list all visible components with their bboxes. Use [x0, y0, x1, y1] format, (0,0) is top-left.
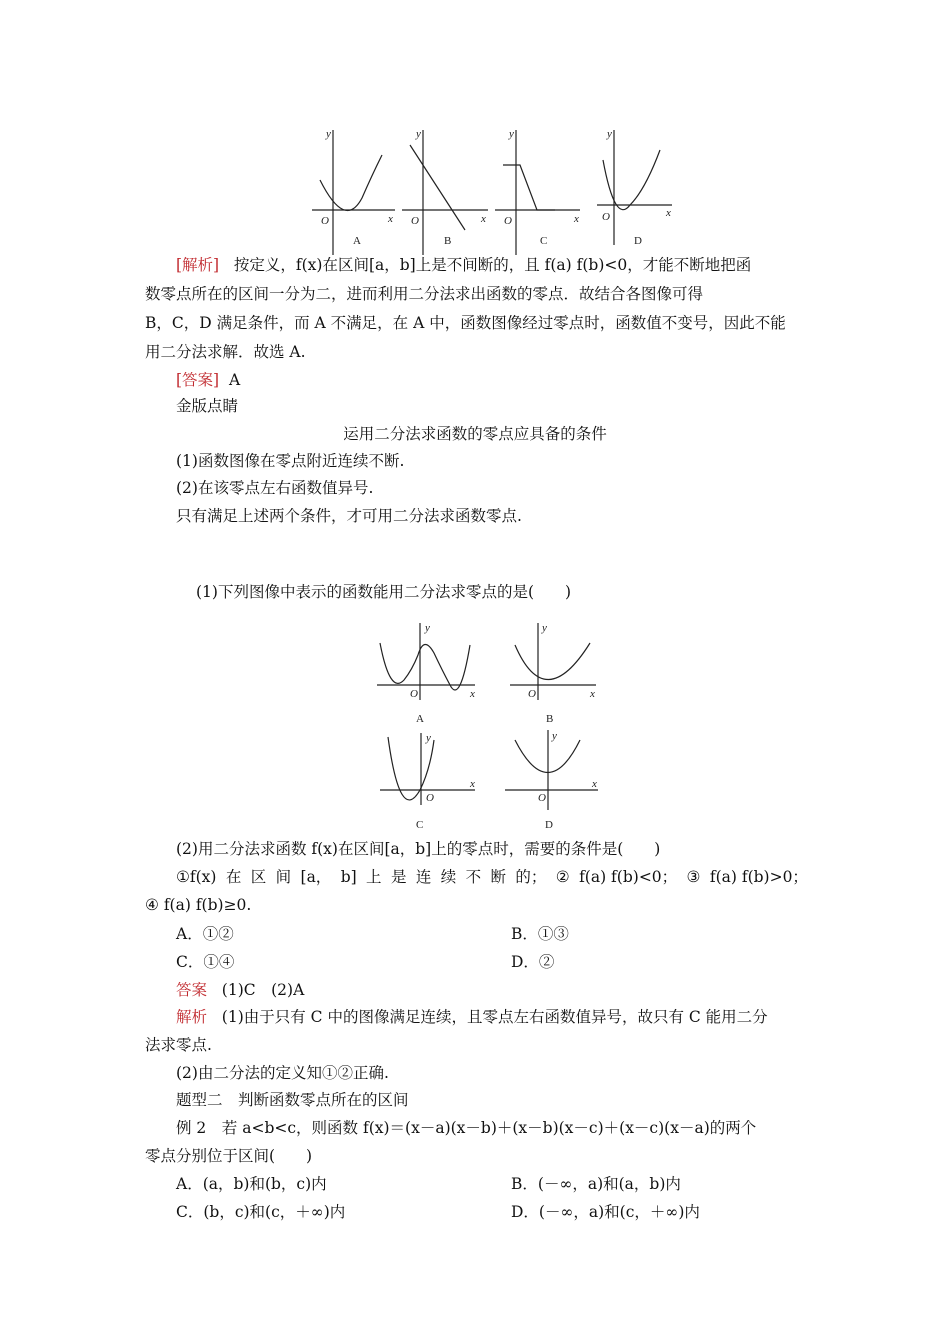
tips-cond-2: (2)在该零点左右函数值异号. — [176, 479, 374, 497]
svg-text:O: O — [602, 211, 610, 223]
cond-token: 断 — [490, 868, 507, 886]
example2-option-d: D．(－∞，a)和(c，＋∞)内 — [511, 1203, 700, 1221]
cond-token: 连 — [415, 868, 432, 886]
cond-token: b] — [340, 868, 357, 886]
topic2-title: 题型二 判断函数零点所在的区间 — [176, 1091, 409, 1109]
cond-token: 间 — [275, 868, 292, 886]
exercise-explanation-2: 法求零点. — [145, 1036, 212, 1054]
svg-text:x: x — [481, 213, 486, 225]
cond-token: f(a) f(b)>0； — [709, 868, 808, 886]
cond-token: 在 — [225, 868, 242, 886]
analysis-text-1: 按定义，f(x)在区间[a，b]上是不间断的，且 f(a) f(b)<0，才能不断地把函 — [233, 256, 752, 274]
exercise-q2: (2)用二分法求函数 f(x)在区间[a，b]上的零点时，需要的条件是( ) — [176, 840, 661, 858]
svg-text:x: x — [470, 688, 475, 700]
svg-text:O: O — [321, 215, 329, 227]
cond-token: 是 — [390, 868, 407, 886]
graph-label-a: A — [353, 235, 361, 247]
svg-text:y: y — [509, 128, 514, 140]
exercise-explanation-3: (2)由二分法的定义知①②正确. — [176, 1064, 389, 1082]
graph-ex-b — [510, 623, 596, 700]
cond-token: ①f(x) — [176, 868, 217, 886]
exercise-explanation-tag: 解析 — [176, 1008, 208, 1026]
ex-graph-label-d: D — [545, 819, 553, 830]
tips-cond-3: 只有满足上述两个条件，才可用二分法求函数零点. — [176, 507, 522, 525]
svg-text:O: O — [528, 688, 536, 700]
analysis-line-3: B，C，D 满足条件，而 A 不满足，在 A 中，函数图像经过零点时，函数值不变号，因此不能 — [145, 314, 786, 332]
svg-text:x: x — [666, 207, 671, 219]
answer-line — [176, 369, 240, 391]
cond-token: f(a) f(b)<0； — [579, 868, 678, 886]
svg-text:y: y — [326, 128, 331, 140]
example2-line-1: 例 2 若 a<b<c，则函数 f(x)＝(x－a)(x－b)＋(x－b)(x－c)＋(x－c)(x－a)的两个 — [176, 1119, 757, 1137]
svg-text:y: y — [542, 622, 547, 634]
svg-text:y: y — [607, 128, 612, 140]
exercise-graphs — [0, 615, 950, 830]
cond-token: 区 — [250, 868, 267, 886]
graph-top-d — [597, 130, 672, 245]
tips-heading: 运用二分法求函数的零点应具备的条件 — [343, 425, 607, 443]
exercise-answer-value: (1)C (2)A — [221, 981, 305, 999]
svg-text:O: O — [504, 215, 512, 227]
graph-label-b: B — [444, 235, 452, 247]
svg-text:y: y — [416, 128, 421, 140]
exercise-option-d: D．② — [511, 953, 555, 971]
cond-token: 不 — [465, 868, 482, 886]
ex-graph-label-b: B — [546, 713, 554, 725]
exercise-option-b: B．①③ — [511, 925, 569, 943]
exercise-q2-cond-4: ④ f(a) f(b)≥0. — [145, 896, 252, 914]
example2-option-a: A．(a，b)和(b，c)内 — [176, 1175, 327, 1193]
exercise-explanation-1 — [176, 1006, 768, 1028]
analysis-line-2: 数零点所在的区间一分为二，进而利用二分法求出函数的零点．故结合各图像可得 — [145, 285, 704, 303]
answer-tag: [答案] — [176, 371, 220, 389]
cond-token: 的； — [515, 868, 547, 886]
svg-text:O: O — [410, 688, 418, 700]
exercise-q2-conditions — [176, 866, 808, 888]
ex-graph-label-c: C — [416, 819, 424, 830]
analysis-line-4: 用二分法求解．故选 A. — [145, 343, 306, 361]
graph-ex-d — [505, 730, 598, 810]
example2-option-c: C．(b，c)和(c，＋∞)内 — [176, 1203, 346, 1221]
exercise-option-a: A．①② — [176, 925, 234, 943]
svg-text:x: x — [592, 778, 597, 790]
svg-text:y: y — [425, 622, 430, 634]
analysis-line-1 — [176, 254, 751, 276]
cond-token: 上 — [366, 868, 382, 886]
svg-text:x: x — [574, 213, 579, 225]
svg-text:x: x — [388, 213, 393, 225]
exercise-answer-tag: 答案 — [176, 981, 208, 999]
exercise-option-c: C．①④ — [176, 953, 235, 971]
tips-title: 金版点睛 — [176, 397, 239, 415]
answer-value: A — [228, 371, 241, 389]
svg-text:O: O — [426, 792, 434, 804]
svg-text:O: O — [538, 792, 546, 804]
cond-token: [a， — [300, 868, 332, 886]
exercise-q1: (1)下列图像中表示的函数能用二分法求零点的是( ) — [196, 583, 572, 601]
exercise-explanation-text: (1)由于只有 C 中的图像满足连续，且零点左右函数值异号，故只有 C 能用二分 — [221, 1008, 768, 1026]
cond-token: ③ — [686, 868, 701, 886]
example2-option-b: B．(－∞，a)和(a，b)内 — [511, 1175, 681, 1193]
graph-ex-a — [377, 623, 475, 700]
svg-text:y: y — [552, 730, 557, 742]
graph-label-c: C — [540, 235, 548, 247]
svg-text:O: O — [411, 215, 419, 227]
exercise-answer-line — [176, 979, 304, 1001]
svg-text:x: x — [590, 688, 595, 700]
graph-top-c — [495, 130, 580, 255]
ex-graph-label-a: A — [416, 713, 424, 725]
tips-cond-1: (1)函数图像在零点附近连续不断. — [176, 452, 405, 470]
svg-text:y: y — [426, 732, 431, 744]
example2-line-2: 零点分别位于区间( ) — [145, 1147, 313, 1165]
cond-token: 续 — [440, 868, 457, 886]
cond-token: ② — [555, 868, 570, 886]
graph-label-d: D — [634, 235, 642, 247]
analysis-tag: [解析] — [176, 256, 220, 274]
svg-text:x: x — [470, 778, 475, 790]
